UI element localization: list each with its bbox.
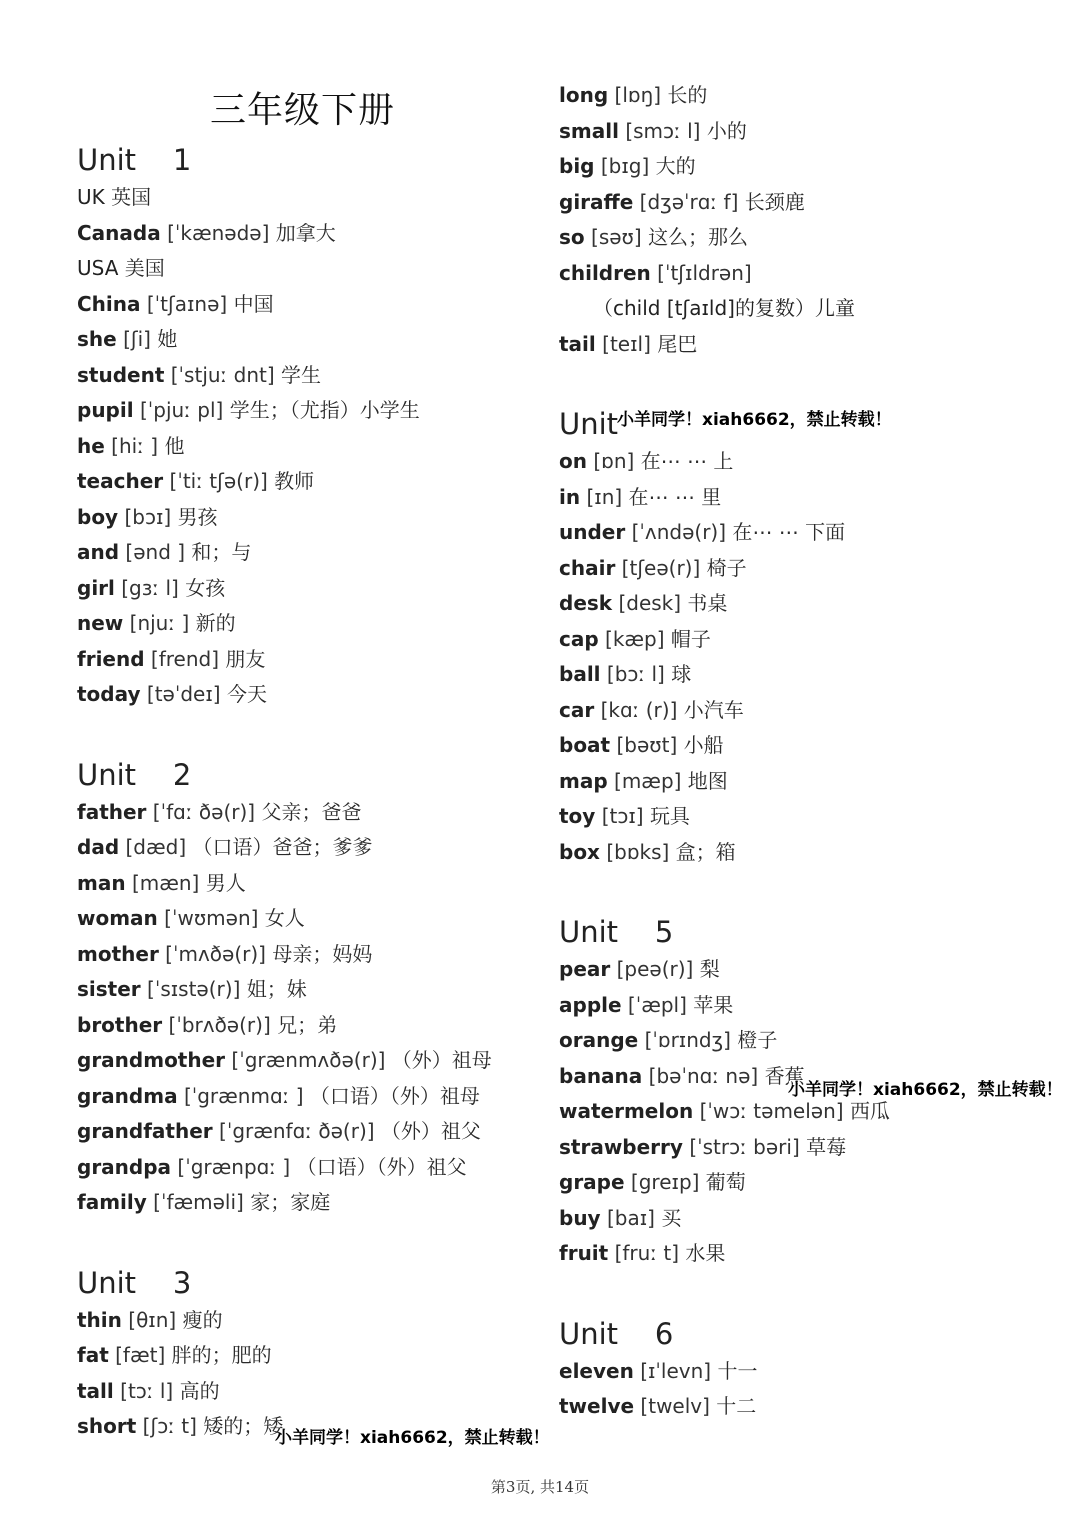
vocab-meaning: 兄；弟: [277, 1012, 338, 1037]
vocab-phonetic: [kɑː (r)]: [600, 697, 678, 722]
vocab-word: chair: [559, 555, 616, 580]
vocab-word: giraffe: [559, 189, 634, 214]
vocab-word: today: [77, 682, 141, 706]
unit-heading: Unit 2: [77, 757, 192, 792]
vocab-phonetic: [frend]: [150, 646, 220, 671]
vocab-entry: [559, 952, 1059, 988]
vocab-entry: [559, 327, 1059, 363]
vocab-entry: [77, 1079, 547, 1115]
vocab-meaning: 球: [671, 662, 692, 686]
vocab-word: new: [77, 611, 124, 635]
vocab-word: fat: [77, 1343, 109, 1367]
vocab-entry: [559, 586, 1059, 622]
vocab-word: watermelon: [559, 1099, 694, 1123]
vocab-word: grandmother: [77, 1048, 226, 1072]
vocab-word: woman: [77, 906, 158, 930]
vocab-entry: [77, 830, 547, 866]
vocab-word: he: [77, 433, 105, 458]
vocab-entry: [77, 393, 547, 429]
vocab-word: grandpa: [77, 1154, 172, 1179]
vocab-word: brother: [77, 1012, 163, 1037]
vocab-word: car: [559, 697, 595, 722]
vocab-meaning: 矮的；矮: [203, 1414, 284, 1438]
vocab-word: twelve: [559, 1394, 635, 1418]
vocab-phonetic: [ɪn]: [586, 484, 623, 509]
unit-heading: Unit 5: [559, 915, 674, 949]
vocab-phonetic: [ˈwɔː təmelən]: [699, 1099, 844, 1123]
vocab-entry: [559, 1389, 1059, 1425]
vocab-phonetic: [ˈsɪstə(r)]: [147, 977, 241, 1001]
vocab-meaning: （口语）（外）祖父: [296, 1154, 467, 1179]
vocab-word: desk: [559, 591, 613, 615]
vocab-meaning: 水果: [685, 1241, 726, 1265]
vocab-phonetic: [ˈwʊmən]: [164, 906, 259, 930]
vocab-word: buy: [559, 1205, 601, 1230]
vocab-word: so: [559, 225, 585, 249]
vocab-phonetic: [ʃi]: [123, 327, 151, 351]
vocab-phonetic: [fruː t]: [614, 1241, 680, 1265]
vocab-phonetic: [tɔː l]: [120, 1378, 174, 1403]
unit-6-list: [559, 1354, 1059, 1425]
vocab-word: （child [tʃaɪld]的复数）儿童: [593, 296, 855, 320]
vocab-word: tall: [77, 1378, 114, 1403]
vocab-word: UK: [77, 185, 105, 209]
vocab-word: girl: [77, 575, 115, 600]
vocab-word: sister: [77, 977, 141, 1001]
vocab-meaning: 男孩: [177, 504, 218, 529]
vocab-entry: [77, 1185, 547, 1221]
right-column: [559, 78, 1059, 1425]
vocab-entry: [559, 1201, 1059, 1237]
vocab-phonetic: [mæn]: [131, 870, 200, 895]
vocab-meaning: 在⋯ ⋯ 上: [640, 449, 734, 473]
vocab-phonetic: [hiː ]: [111, 433, 159, 458]
vocab-word: family: [77, 1190, 147, 1214]
vocab-meaning: 十二: [716, 1394, 757, 1418]
vocab-meaning: 父亲；爸爸: [261, 799, 362, 824]
vocab-meaning: 教师: [274, 469, 315, 493]
unit-heading: Unit 3: [77, 1265, 192, 1300]
vocab-meaning: 帽子: [670, 626, 711, 651]
vocab-entry: [77, 606, 547, 642]
vocab-entry: [77, 464, 547, 500]
vocab-meaning: 葡萄: [705, 1170, 746, 1194]
vocab-phonetic: [ˈgrænfɑː ðə(r)]: [219, 1119, 375, 1143]
vocab-word: fruit: [559, 1241, 609, 1265]
vocab-meaning: 瘦的: [182, 1307, 223, 1332]
vocab-word: ball: [559, 662, 601, 686]
vocab-phonetic: [bəʊt]: [616, 733, 678, 757]
vocab-phonetic: [teɪl]: [602, 331, 651, 356]
vocab-meaning: 她: [157, 327, 178, 351]
vocab-entry: [559, 291, 1059, 327]
vocab-phonetic: [bəˈnɑː nə]: [648, 1063, 759, 1088]
vocab-phonetic: [ˈkænədə]: [167, 220, 270, 245]
vocab-entry: [77, 972, 547, 1008]
vocab-word: student: [77, 362, 165, 387]
vocab-phonetic: [ˈstrɔː bəri]: [689, 1134, 800, 1159]
vocab-meaning: 西瓜: [849, 1099, 890, 1123]
vocab-phonetic: [təˈdeɪ]: [146, 682, 221, 706]
vocab-phonetic: [bɪg]: [600, 154, 650, 178]
vocab-entry: [77, 571, 547, 607]
vocab-entry: [77, 1374, 547, 1410]
vocab-phonetic: [ˈgrænpɑː ]: [177, 1154, 291, 1179]
vocab-entry: [77, 937, 547, 973]
vocab-word: long: [559, 83, 609, 107]
vocab-word: tail: [559, 331, 596, 356]
vocab-meaning: 地图: [687, 768, 728, 793]
vocab-phonetic: [fæt]: [115, 1343, 166, 1367]
vocab-entry: [559, 149, 1059, 185]
vocab-entry: [77, 429, 547, 465]
vocab-entry: [77, 795, 547, 831]
vocab-phonetic: [dæd]: [125, 835, 187, 859]
vocab-word: pupil: [77, 398, 134, 422]
vocab-entry: [559, 551, 1059, 587]
vocab-phonetic: [gɜː l]: [121, 575, 179, 600]
vocab-phonetic: [baɪ]: [606, 1205, 655, 1230]
vocab-phonetic: [njuː ]: [129, 611, 190, 635]
vocab-entry: [77, 1114, 547, 1150]
vocab-word: pear: [559, 957, 611, 981]
vocab-entry: [559, 622, 1059, 658]
vocab-entry: [559, 1236, 1059, 1272]
vocab-entry: [559, 1165, 1059, 1201]
vocab-entry: [559, 835, 1059, 871]
vocab-phonetic: [dʒəˈrɑː f]: [639, 189, 739, 214]
vocab-phonetic: [ˈtʃaɪnə]: [146, 291, 228, 316]
vocab-phonetic: [ˈtʃɪldrən]: [657, 260, 752, 285]
vocab-meaning: 梨: [699, 957, 720, 981]
vocab-meaning: 草莓: [806, 1134, 847, 1159]
vocab-entry: [77, 500, 547, 536]
vocab-phonetic: [lɒŋ]: [614, 83, 662, 107]
vocab-word: man: [77, 870, 126, 895]
vocab-phonetic: [greɪp]: [630, 1170, 700, 1194]
vocab-meaning: 十一: [717, 1358, 758, 1383]
vocab-phonetic: [twelv]: [640, 1394, 710, 1418]
vocab-meaning: 姐；妹: [246, 977, 307, 1001]
vocab-word: grandma: [77, 1083, 178, 1108]
vocab-phonetic: [ʃɔː t]: [142, 1414, 197, 1438]
page-footer: 第3页, 共14页: [490, 1478, 590, 1496]
vocab-phonetic: [ˈgrænmɑː ]: [183, 1083, 304, 1108]
vocab-meaning: 母亲；妈妈: [272, 941, 373, 966]
vocab-entry: [559, 515, 1059, 551]
vocab-phonetic: [smɔː l]: [625, 118, 701, 143]
vocab-entry: [77, 901, 547, 937]
vocab-meaning: 女孩: [185, 575, 226, 600]
vocab-meaning: 美国: [124, 256, 165, 280]
vocab-phonetic: [ˈbrʌðə(r)]: [168, 1012, 271, 1037]
vocab-meaning: 盒；箱: [675, 839, 736, 864]
vocab-phonetic: [ɒn]: [593, 449, 635, 473]
vocab-entry: [559, 1023, 1059, 1059]
vocab-entry: [77, 287, 547, 323]
vocab-entry: [77, 358, 547, 394]
vocab-meaning: 中国: [233, 291, 274, 316]
vocab-entry: [559, 1354, 1059, 1390]
vocab-word: mother: [77, 941, 159, 966]
vocab-meaning: （外）祖母: [391, 1048, 492, 1072]
vocab-meaning: 小船: [683, 733, 724, 757]
watermark: 小羊同学！xiah6662，禁止转载！: [275, 1428, 550, 1448]
vocab-word: apple: [559, 992, 622, 1017]
vocab-meaning: 和；与: [191, 540, 252, 564]
vocab-meaning: 学生；（尤指）小学生: [229, 398, 420, 422]
vocab-word: on: [559, 449, 587, 473]
watermark: 小羊同学！xiah6662，禁止转载！: [617, 410, 892, 430]
vocab-meaning: 小的: [706, 118, 747, 143]
vocab-word: under: [559, 520, 626, 544]
vocab-meaning: 香蕉: [764, 1063, 805, 1088]
vocab-entry: [77, 535, 547, 571]
vocab-meaning: （外）祖父: [380, 1119, 481, 1143]
vocab-meaning: 尾巴: [657, 331, 698, 356]
vocab-word: and: [77, 540, 120, 564]
vocab-phonetic: [səʊ]: [591, 225, 642, 249]
vocab-phonetic: [ˈæpl]: [627, 992, 687, 1017]
vocab-phonetic: [ˈfæməli]: [153, 1190, 244, 1214]
vocab-phonetic: [ˈtiː tʃə(r)]: [169, 469, 268, 493]
vocab-phonetic: [ˈpjuː pl]: [139, 398, 224, 422]
vocab-entry: [559, 988, 1059, 1024]
vocab-phonetic: [mæp]: [614, 768, 682, 793]
vocab-word: China: [77, 291, 141, 316]
vocab-meaning: 他: [164, 433, 185, 458]
vocab-meaning: （口语）（外）祖母: [309, 1083, 480, 1108]
vocab-word: box: [559, 839, 600, 864]
vocab-entry: [77, 251, 547, 287]
vocab-phonetic: [ˈmʌðə(r)]: [165, 941, 266, 966]
vocab-phonetic: [ˈʌndə(r)]: [631, 520, 727, 544]
vocab-entry: [559, 799, 1059, 835]
vocab-meaning: 橙子: [737, 1028, 778, 1052]
vocab-phonetic: [desk]: [618, 591, 682, 615]
vocab-meaning: 高的: [179, 1378, 220, 1403]
vocab-meaning: 在⋯ ⋯ 里: [628, 484, 722, 509]
vocab-word: banana: [559, 1063, 643, 1088]
vocab-meaning: 大的: [655, 154, 696, 178]
vocab-word: grandfather: [77, 1119, 213, 1143]
vocab-word: children: [559, 260, 651, 285]
vocab-phonetic: [bɒks]: [606, 839, 670, 864]
vocab-word: cap: [559, 626, 599, 651]
unit-4-list: [559, 444, 1059, 870]
vocab-word: map: [559, 768, 608, 793]
vocab-meaning: （口语）爸爸；爹爹: [192, 835, 373, 859]
vocab-entry: [77, 677, 547, 713]
vocab-entry: [559, 256, 1059, 292]
vocab-phonetic: [tʃeə(r)]: [621, 555, 701, 580]
vocab-entry: [77, 1150, 547, 1186]
vocab-word: she: [77, 327, 117, 351]
vocab-phonetic: [kæp]: [605, 626, 665, 651]
unit-heading: Unit 1: [77, 143, 192, 177]
vocab-entry: [77, 216, 547, 252]
vocab-meaning: 椅子: [706, 555, 747, 580]
vocab-meaning: 新的: [195, 611, 236, 635]
vocab-entry: [559, 444, 1059, 480]
vocab-word: in: [559, 484, 581, 509]
vocab-entry: [559, 480, 1059, 516]
unit-heading: Unit 6: [559, 1316, 674, 1351]
vocab-meaning: 玩具: [649, 804, 690, 828]
vocab-word: toy: [559, 804, 596, 828]
vocab-meaning: 小汽车: [683, 697, 744, 722]
vocab-entry: [559, 220, 1059, 256]
vocab-meaning: 朋友: [225, 646, 266, 671]
vocab-word: father: [77, 799, 147, 824]
vocab-entry: [77, 642, 547, 678]
vocab-word: strawberry: [559, 1134, 683, 1159]
vocab-entry: [77, 866, 547, 902]
vocab-phonetic: [ˈfɑː ðə(r)]: [152, 799, 256, 824]
vocab-phonetic: [peə(r)]: [616, 957, 694, 981]
vocab-meaning: 男人: [205, 870, 246, 895]
vocab-phonetic: [θɪn]: [128, 1307, 177, 1332]
vocab-meaning: 苹果: [693, 992, 734, 1017]
vocab-phonetic: [bɔɪ]: [124, 504, 172, 529]
vocab-entry: [559, 78, 1059, 114]
vocab-meaning: 胖的；肥的: [171, 1343, 272, 1367]
vocab-phonetic: [ˈɒrɪndʒ]: [644, 1028, 731, 1052]
vocab-entry: [559, 657, 1059, 693]
vocab-meaning: 英国: [111, 185, 152, 209]
vocab-word: grape: [559, 1170, 625, 1194]
vocab-word: friend: [77, 646, 145, 671]
vocab-entry: [77, 180, 547, 216]
unit-1-list: [77, 180, 547, 713]
vocab-entry: [559, 1130, 1059, 1166]
vocab-meaning: 书桌: [687, 591, 728, 615]
vocab-entry: [559, 114, 1059, 150]
watermark: 小羊同学！xiah6662，禁止转载！: [788, 1080, 1063, 1100]
vocab-word: short: [77, 1414, 137, 1438]
left-column: [77, 140, 547, 1445]
vocab-word: thin: [77, 1307, 122, 1332]
vocab-word: boat: [559, 733, 611, 757]
vocab-word: USA: [77, 256, 119, 280]
vocab-phonetic: [ˈstjuː dnt]: [170, 362, 275, 387]
vocab-meaning: 家；家庭: [250, 1190, 331, 1214]
vocab-word: teacher: [77, 469, 164, 493]
vocab-meaning: 长颈鹿: [744, 189, 805, 214]
vocab-entry: [559, 693, 1059, 729]
vocab-phonetic: [bɔː l]: [606, 662, 665, 686]
vocab-meaning: 这么；那么: [648, 225, 749, 249]
page-title: 三年级下册: [210, 90, 396, 131]
vocab-word: orange: [559, 1028, 639, 1052]
vocab-word: big: [559, 154, 595, 178]
vocab-meaning: 加拿大: [275, 220, 336, 245]
vocab-phonetic: [ənd ]: [125, 540, 186, 564]
vocab-entry: [559, 728, 1059, 764]
unit-5-list: [559, 952, 1059, 1272]
vocab-entry: [77, 322, 547, 358]
vocab-meaning: 买: [661, 1205, 682, 1230]
vocab-entry: [559, 185, 1059, 221]
vocab-word: dad: [77, 835, 120, 859]
vocab-word: Canada: [77, 220, 161, 245]
vocab-phonetic: [ˈgrænmʌðə(r)]: [231, 1048, 386, 1072]
vocab-entry: [559, 764, 1059, 800]
vocab-meaning: 长的: [667, 83, 708, 107]
vocab-phonetic: [tɔɪ]: [601, 804, 644, 828]
unit-3-continued-list: [559, 78, 1059, 362]
vocab-entry: [77, 1303, 547, 1339]
vocab-word: boy: [77, 504, 119, 529]
vocab-entry: [77, 1043, 547, 1079]
vocab-entry: [77, 1008, 547, 1044]
unit-2-list: [77, 795, 547, 1221]
vocab-word: small: [559, 118, 619, 143]
vocab-meaning: 今天: [226, 682, 267, 706]
vocab-meaning: 女人: [264, 906, 305, 930]
vocab-entry: [77, 1338, 547, 1374]
unit-heading: Unit: [559, 407, 619, 441]
vocab-meaning: 在⋯ ⋯ 下面: [732, 520, 846, 544]
vocab-phonetic: [ɪˈlevn]: [640, 1358, 712, 1383]
vocab-meaning: 学生: [281, 362, 322, 387]
vocab-word: eleven: [559, 1358, 634, 1383]
